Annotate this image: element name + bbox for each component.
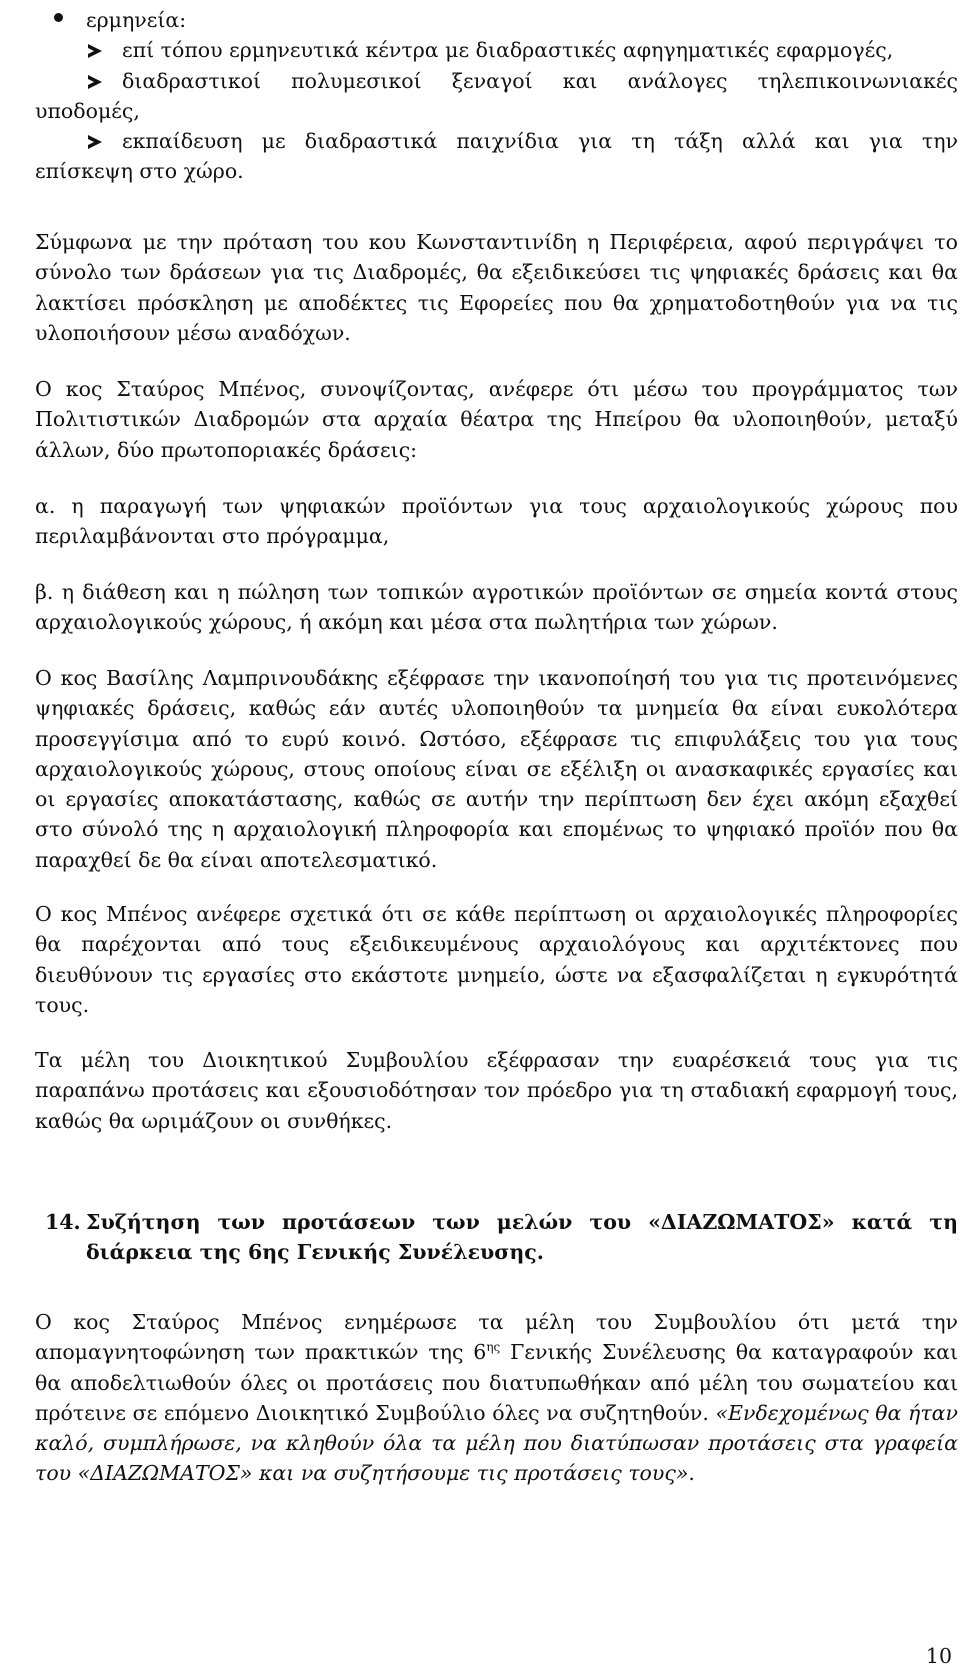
sub-list-item (86, 66, 958, 96)
bullet-label: ερμηνεία: (86, 8, 187, 32)
section-number: 14. (45, 1210, 81, 1234)
paragraph: Ο κος Βασίλης Λαμπρινουδάκης εξέφρασε την ικανοποίησή του για τις προτεινόμενες ψηφιακές δράσεις, καθώς εάν αυτές υλοποιηθούν τα μνημεία θα είναι ευκολότερα προσεγγίσιμα από το ευρύ κοινό. Ωστόσο, εξέφρασε τις επιφυλάξεις του για τους αρχαιολογικούς χώρους, στους οποίους είναι σε εξέλιξη οι ανασκαφικές εργασίες και οι εργασίες αποκατάστασης, καθώς σε αυτήν την περίπτωση δεν έχει ακόμη εξαχθεί στο σύνολό της η αρχαιολογική πληροφορία και επομένως το ψηφιακό προϊόν που θα παραχθεί δε θα είναι αποτελεσματικό. (35, 666, 958, 872)
bullet-dot-icon (54, 13, 63, 22)
paragraph: α. η παραγωγή των ψηφιακών προϊόντων για τους αρχαιολογικούς χώρους που περιλαμβάνονται στο πρόγραμμα, (35, 494, 958, 549)
section-title-line: Συζήτηση των προτάσεων των μελών του «ΔΙΑΖΩΜΑΤΟΣ» κατά τη (86, 1210, 958, 1234)
final-paragraph-text: Ο κος Σταύρος Μπένος ενημέρωσε τα μέλη του Συμβουλίου ότι μετά την απομαγνητοφώνηση των πρακτικών της 6 (35, 1310, 958, 1365)
paragraph: β. η διάθεση και η πώληση των τοπικών αγροτικών προϊόντων σε σημεία κοντά στους αρχαιολογικούς χώρους, ή ακόμη και μέσα στα πωλητήρια των χώρων. (35, 580, 958, 635)
sub-list-item (86, 35, 958, 65)
arrow-bullet-icon (88, 75, 102, 89)
sub-list-item-continuation: υποδομές, (35, 98, 140, 123)
arrow-bullet-icon (88, 135, 102, 149)
sub-list-item-text: εκπαίδευση με διαδραστικά παιχνίδια για τη τάξη αλλά και για την (122, 129, 958, 154)
paragraph: Ο κος Μπένος ανέφερε σχετικά ότι σε κάθε περίπτωση οι αρχαιολογικές πληροφορίες θα παρέχονται από τους εξειδικευμένους αρχαιολόγους και αρχιτέκτονες που διευθύνουν τις εργασίες στο εκάστοτε μνημείο, ώστε να εξασφαλίζεται η εγκυρότητά τους. (35, 902, 958, 1017)
sub-list-item-continuation: επίσκεψη στο χώρο. (35, 159, 244, 184)
page-number: 10 (925, 1644, 952, 1668)
section-title-line: διάρκεια της 6ης Γενικής Συνέλευσης. (86, 1240, 544, 1265)
final-paragraph-text: Γενικής Συνέλευσης θα καταγραφούν και θα αποδελτιωθούν όλες οι προτάσεις που διατυπωθήκαν από μέλη του σωματείου και πρότεινε σε επόμενο Διοικητικό Συμβούλιο όλες να συζητηθούν. (35, 1340, 958, 1425)
sub-list-item-text: επί τόπου ερμηνευτικά κέντρα με διαδραστικές αφηγηματικές εφαρμογές, (122, 38, 894, 63)
sub-list (35, 35, 958, 186)
section-title (86, 1207, 958, 1268)
quote-text: «Ενδεχομένως θα ήταν καλό, συμπλήρωσε, να κληθούν όλα τα μέλη που διατύπωσαν προτάσεις στα γραφεία του «ΔΙΑΖΩΜΑΤΟΣ» και να συζητήσουμε τις προτάσεις τους». (35, 1400, 958, 1486)
sub-list-item (86, 126, 958, 156)
paragraph: Σύμφωνα με την πρόταση του κου Κωνσταντινίδη η Περιφέρεια, αφού περιγράψει το σύνολο των δράσεων για τις Διαδρομές, θα εξειδικεύσει τις ψηφιακές δράσεις και θα λακτίσει πρόσκληση με αποδέκτες τις Εφορείες που θα χρηματοδοτηθούν για να τις υλοποιήσουν μέσω αναδόχων. (35, 230, 958, 345)
final-paragraph (35, 1307, 958, 1489)
arrow-bullet-icon (88, 44, 102, 58)
paragraph: Ο κος Σταύρος Μπένος, συνοψίζοντας, ανέφερε ότι μέσω του προγράμματος των Πολιτιστικών Διαδρομών στα αρχαία θέατρα της Ηπείρου θα υλοποιηθούν, μεταξύ άλλων, δύο πρωτοποριακές δράσεις: (35, 377, 958, 462)
paragraph: Τα μέλη του Διοικητικού Συμβουλίου εξέφρασαν την ευαρέσκειά τους για τις παραπάνω προτάσεις και εξουσιοδότησαν τον πρόεδρο για τη σταδιακή εφαρμογή τους, καθώς θα ωριμάζουν οι συνθήκες. (35, 1048, 958, 1133)
ordinal-superscript: ης (486, 1340, 501, 1355)
sub-list-item-text: διαδραστικοί πολυμεσικοί ξεναγοί και ανάλογες τηλεπικοινωνιακές (122, 68, 958, 93)
